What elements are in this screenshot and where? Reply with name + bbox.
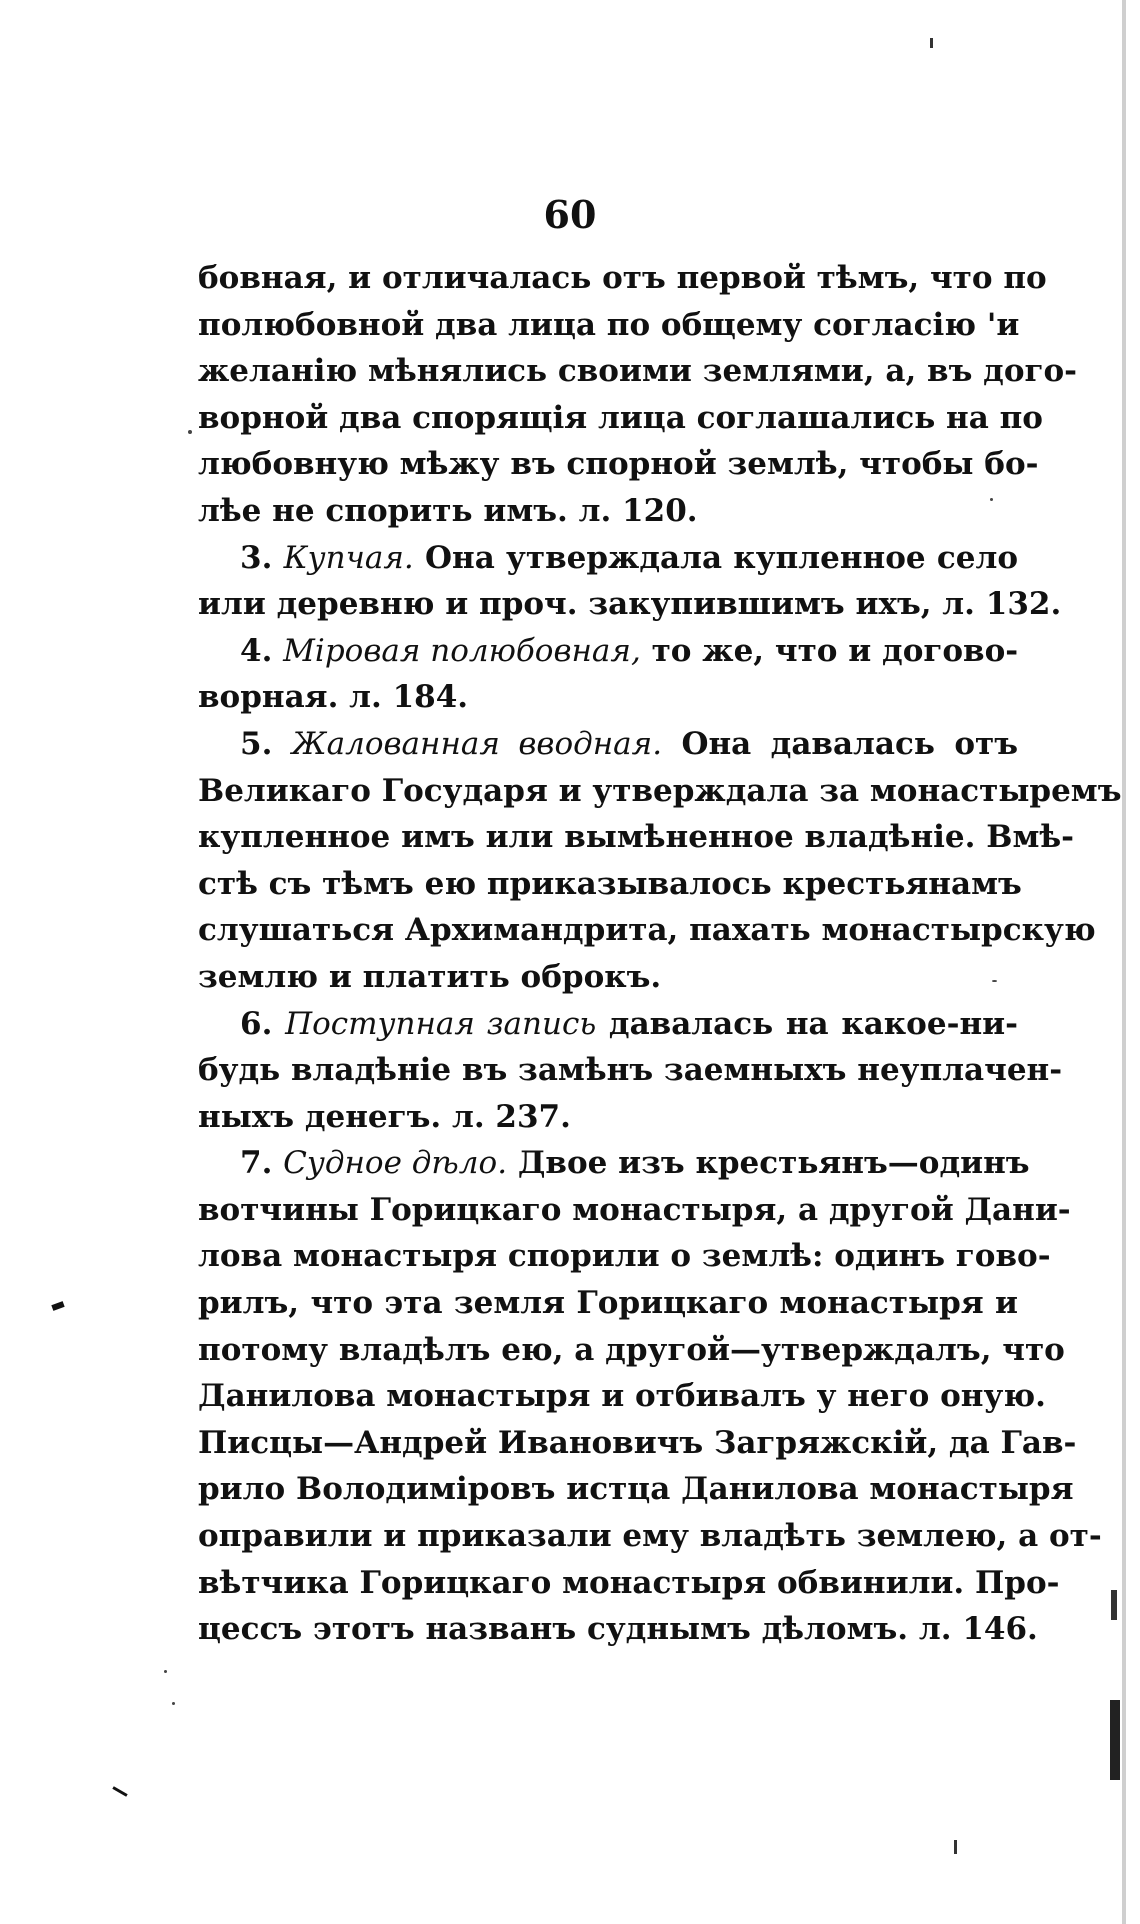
line-text: стѣ съ тѣмъ ею приказывалось крестьянамъ [198,865,1022,902]
text-line [198,348,1078,395]
line-text: ныхъ денегъ. л. 237. [198,1098,571,1135]
document-type-term: Жалованная вводная. [291,725,663,762]
page-number: 60 [543,192,597,237]
document-type-term: Купчая. [283,539,414,576]
text-line [198,1140,1030,1187]
line-text: 5. [240,725,292,762]
line-text: 4. [240,632,284,669]
text-line [198,1606,1038,1653]
text-line [198,1420,1077,1467]
text-line [198,255,1047,302]
speck-3 [992,980,997,982]
line-text: любовную мѣжу въ спорной землѣ, чтобы бо- [198,446,1039,483]
text-line [198,302,1018,349]
line-text-continued: Она давалась отъ [662,725,1018,762]
text-line [198,1373,1046,1420]
text-line [198,954,1018,1001]
text-line [198,1233,1051,1280]
line-text: будь владѣніе въ замѣнъ заемныхъ неуплачен- [198,1052,1063,1089]
line-text: ворной два спорящія лица соглашались на по [198,399,1043,436]
body-text [198,255,1122,1653]
line-text: 6. [240,1005,286,1042]
text-line [198,1047,1063,1094]
speck-5 [172,1702,175,1705]
text-line [198,768,1122,815]
line-text: 7. [240,1145,284,1182]
text-line [198,488,1018,535]
text-line [198,395,1043,442]
ink-mark-right-bottom [954,1840,957,1854]
line-text-continued: Двое изъ крестьянъ—одинъ [507,1145,1030,1182]
line-text: слушаться Архимандрита, пахать монастырскую [198,912,1096,949]
speck-4 [164,1670,167,1673]
ink-blot-left [51,1301,64,1311]
line-text: цессъ этотъ названъ суднымъ дѣломъ. л. 146. [198,1611,1038,1648]
text-line [198,1280,1018,1327]
document-type-term: Міровая полюбовная, [283,632,641,669]
line-text: рилъ, что эта земля Горицкаго монастыря и [198,1285,1018,1322]
ink-mark-top-right [930,38,933,48]
text-line [198,861,1022,908]
line-text: желанію мѣнялись своими землями, а, въ дого- [198,353,1078,390]
speck-2 [990,498,993,501]
document-type-term: Поступная запись [285,1005,597,1042]
text-line [198,1001,1018,1048]
text-line [198,674,1018,721]
line-text: оправили и приказали ему владѣть землею, а от- [198,1518,1102,1555]
ink-mark-bottom-left [112,1786,127,1797]
line-text-continued: давалась на какое-ни- [596,1005,1018,1042]
line-text: или деревню и проч. закупившимъ ихъ, л. 132. [198,586,1062,623]
line-text: потому владѣлъ ею, а другой—утверждалъ, что [198,1331,1065,1368]
text-line [198,535,1018,582]
line-text-continued: Она утверждала купленное село [413,539,1018,576]
text-line [198,721,1018,768]
text-line [198,1560,1060,1607]
line-text: вѣтчика Горицкаго монастыря обвинили. Про- [198,1564,1060,1601]
text-line [198,581,1062,628]
line-text-continued: то же, что и догово- [640,632,1019,669]
page-margin [1126,0,1140,1924]
text-line [198,1094,1018,1141]
line-text: рило Володиміровъ истца Данилова монастыря [198,1471,1074,1508]
text-line [198,1327,1065,1374]
speck-1 [188,430,192,434]
text-line [198,1513,1102,1560]
text-line [198,628,1018,675]
text-line [198,907,1096,954]
line-text: лова монастыря спорили о землѣ: одинъ гово- [198,1238,1051,1275]
text-line [198,1187,1071,1234]
line-text: бовная, и отличалась отъ первой тѣмъ, что по [198,260,1047,296]
line-text: Данилова монастыря и отбивалъ у него оную. [198,1378,1046,1415]
line-text: Великаго Государя и утверждала за монастыремъ [198,772,1122,809]
line-text: 3. [240,539,284,576]
line-text: Писцы—Андрей Ивановичъ Загряжскій, да Гав- [198,1424,1077,1461]
ink-mark-right-edge [1110,1700,1120,1780]
line-text: лѣе не спорить имъ. л. 120. [198,492,698,529]
line-text: ворная. л. 184. [198,679,469,716]
text-line [198,441,1039,488]
ink-mark-right-edge-low [1111,1590,1117,1620]
line-text: купленное имъ или вымѣненное владѣніе. Вмѣ- [198,819,1075,856]
text-line [198,1466,1074,1513]
text-line [198,814,1075,861]
document-type-term: Судное дѣло. [283,1145,508,1182]
line-text: землю и платить оброкъ. [198,958,662,995]
line-text: вотчины Горицкаго монастыря, а другой Дани- [198,1191,1071,1228]
line-text: полюбовной два лица по общему согласію 'и [198,306,1020,343]
